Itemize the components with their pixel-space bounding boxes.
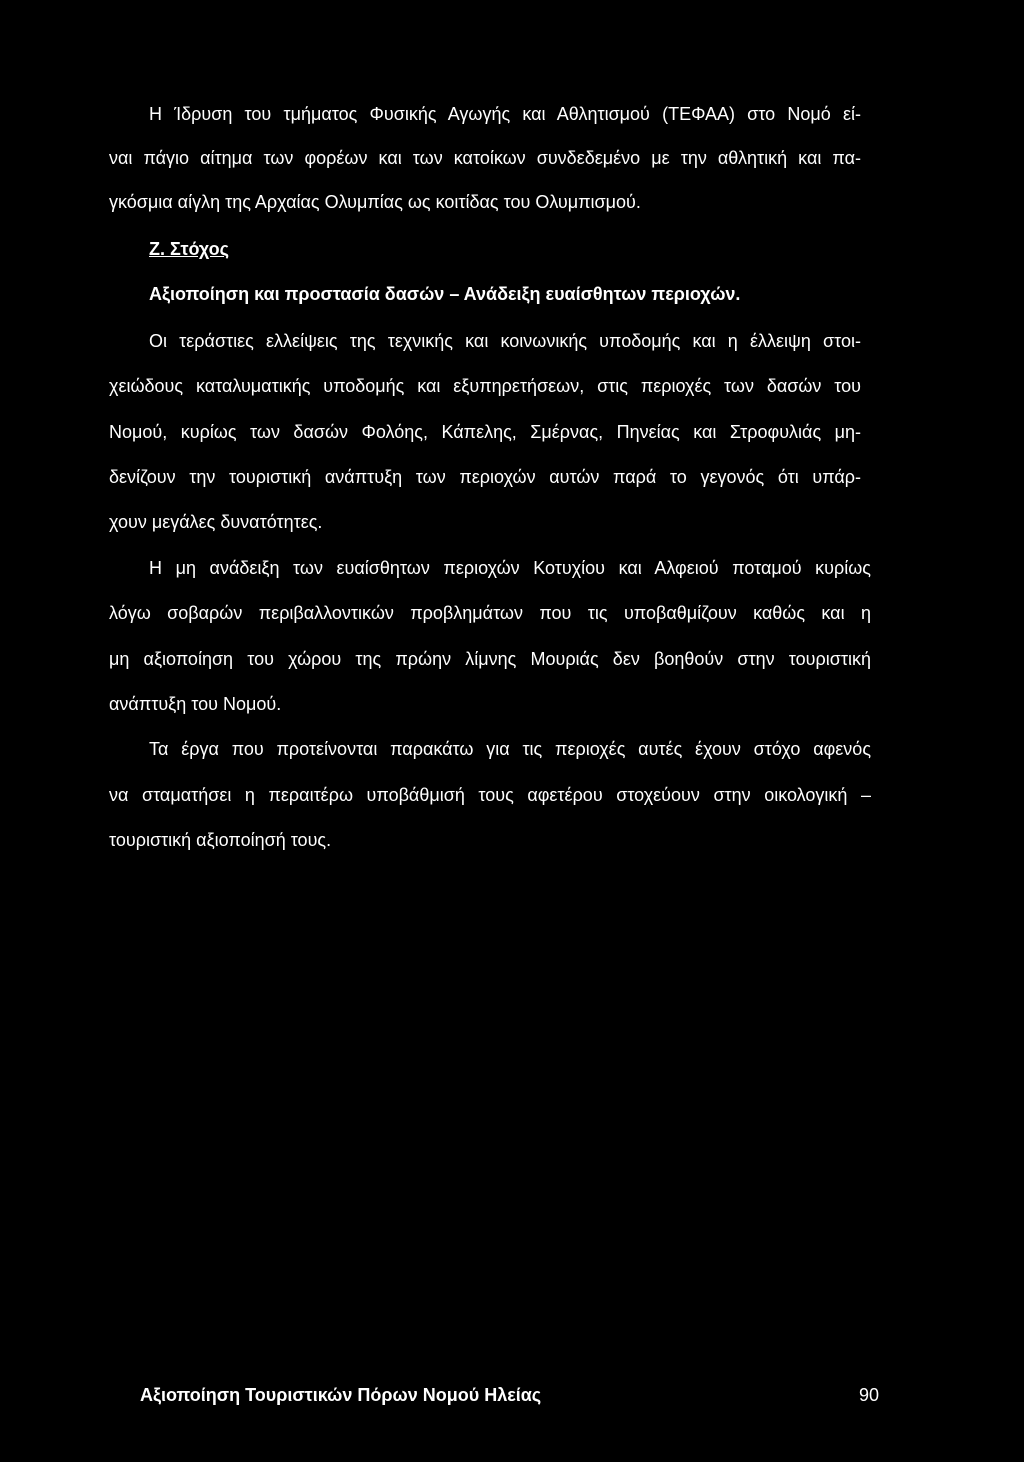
paragraph1-line-2: χειώδους καταλυματικής υποδομής και εξυπηρετήσεων, στις περιοχές των δασών του bbox=[109, 376, 861, 396]
paragraph2-line-1: Η μη ανάδειξη των ευαίσθητων περιοχών Κοτυχίου και Αλφειού ποταμού κυρίως bbox=[149, 558, 871, 578]
footer-title: Αξιοποίηση Τουριστικών Πόρων Νομού Ηλείας bbox=[140, 1385, 542, 1405]
paragraph3-line-3: τουριστική αξιοποίησή τους. bbox=[109, 830, 332, 850]
paragraph3-line-2: να σταματήσει η περαιτέρω υποβάθμισή τους αφετέρου στοχεύουν στην οικολογική – bbox=[109, 785, 871, 805]
paragraph1-line-1: Οι τεράστιες ελλείψεις της τεχνικής και κοινωνικής υποδομής και η έλλειψη στοι- bbox=[149, 331, 861, 351]
paragraph1-line-4: δενίζουν την τουριστική ανάπτυξη των περιοχών αυτών παρά το γεγονός ότι υπάρ- bbox=[109, 467, 861, 487]
intro-line-2: ναι πάγιο αίτημα των φορέων και των κατοίκων συνδεδεμένο με την αθλητική και πα- bbox=[109, 148, 861, 168]
paragraph2-line-2: λόγω σοβαρών περιβαλλοντικών προβλημάτων που τις υποβαθμίζουν καθώς και η bbox=[109, 603, 871, 623]
section-subheading: Αξιοποίηση και προστασία δασών – Ανάδειξη ευαίσθητων περιοχών. bbox=[149, 284, 741, 304]
intro-line-3: γκόσμια αίγλη της Αρχαίας Ολυμπίας ως κοιτίδας του Ολυμπισμού. bbox=[109, 192, 641, 212]
paragraph1-line-5: χουν μεγάλες δυνατότητες. bbox=[109, 512, 323, 532]
paragraph1-line-3: Νομού, κυρίως των δασών Φολόης, Κάπελης, Σμέρνας, Πηνείας και Στροφυλιάς μη- bbox=[109, 422, 861, 442]
paragraph2-line-3: μη αξιοποίηση του χώρου της πρώην λίμνης Μουριάς δεν βοηθούν στην τουριστική bbox=[109, 649, 871, 669]
section-heading: Ζ. Στόχος bbox=[149, 239, 229, 259]
paragraph2-line-4: ανάπτυξη του Νομού. bbox=[109, 694, 282, 714]
intro-line-1: Η Ίδρυση του τμήματος Φυσικής Αγωγής και Αθλητισμού (ΤΕΦΑΑ) στο Νομό εί- bbox=[149, 104, 861, 124]
page-number: 90 bbox=[858, 1385, 879, 1405]
paragraph3-line-1: Τα έργα που προτείνονται παρακάτω για τις περιοχές αυτές έχουν στόχο αφενός bbox=[149, 739, 871, 759]
